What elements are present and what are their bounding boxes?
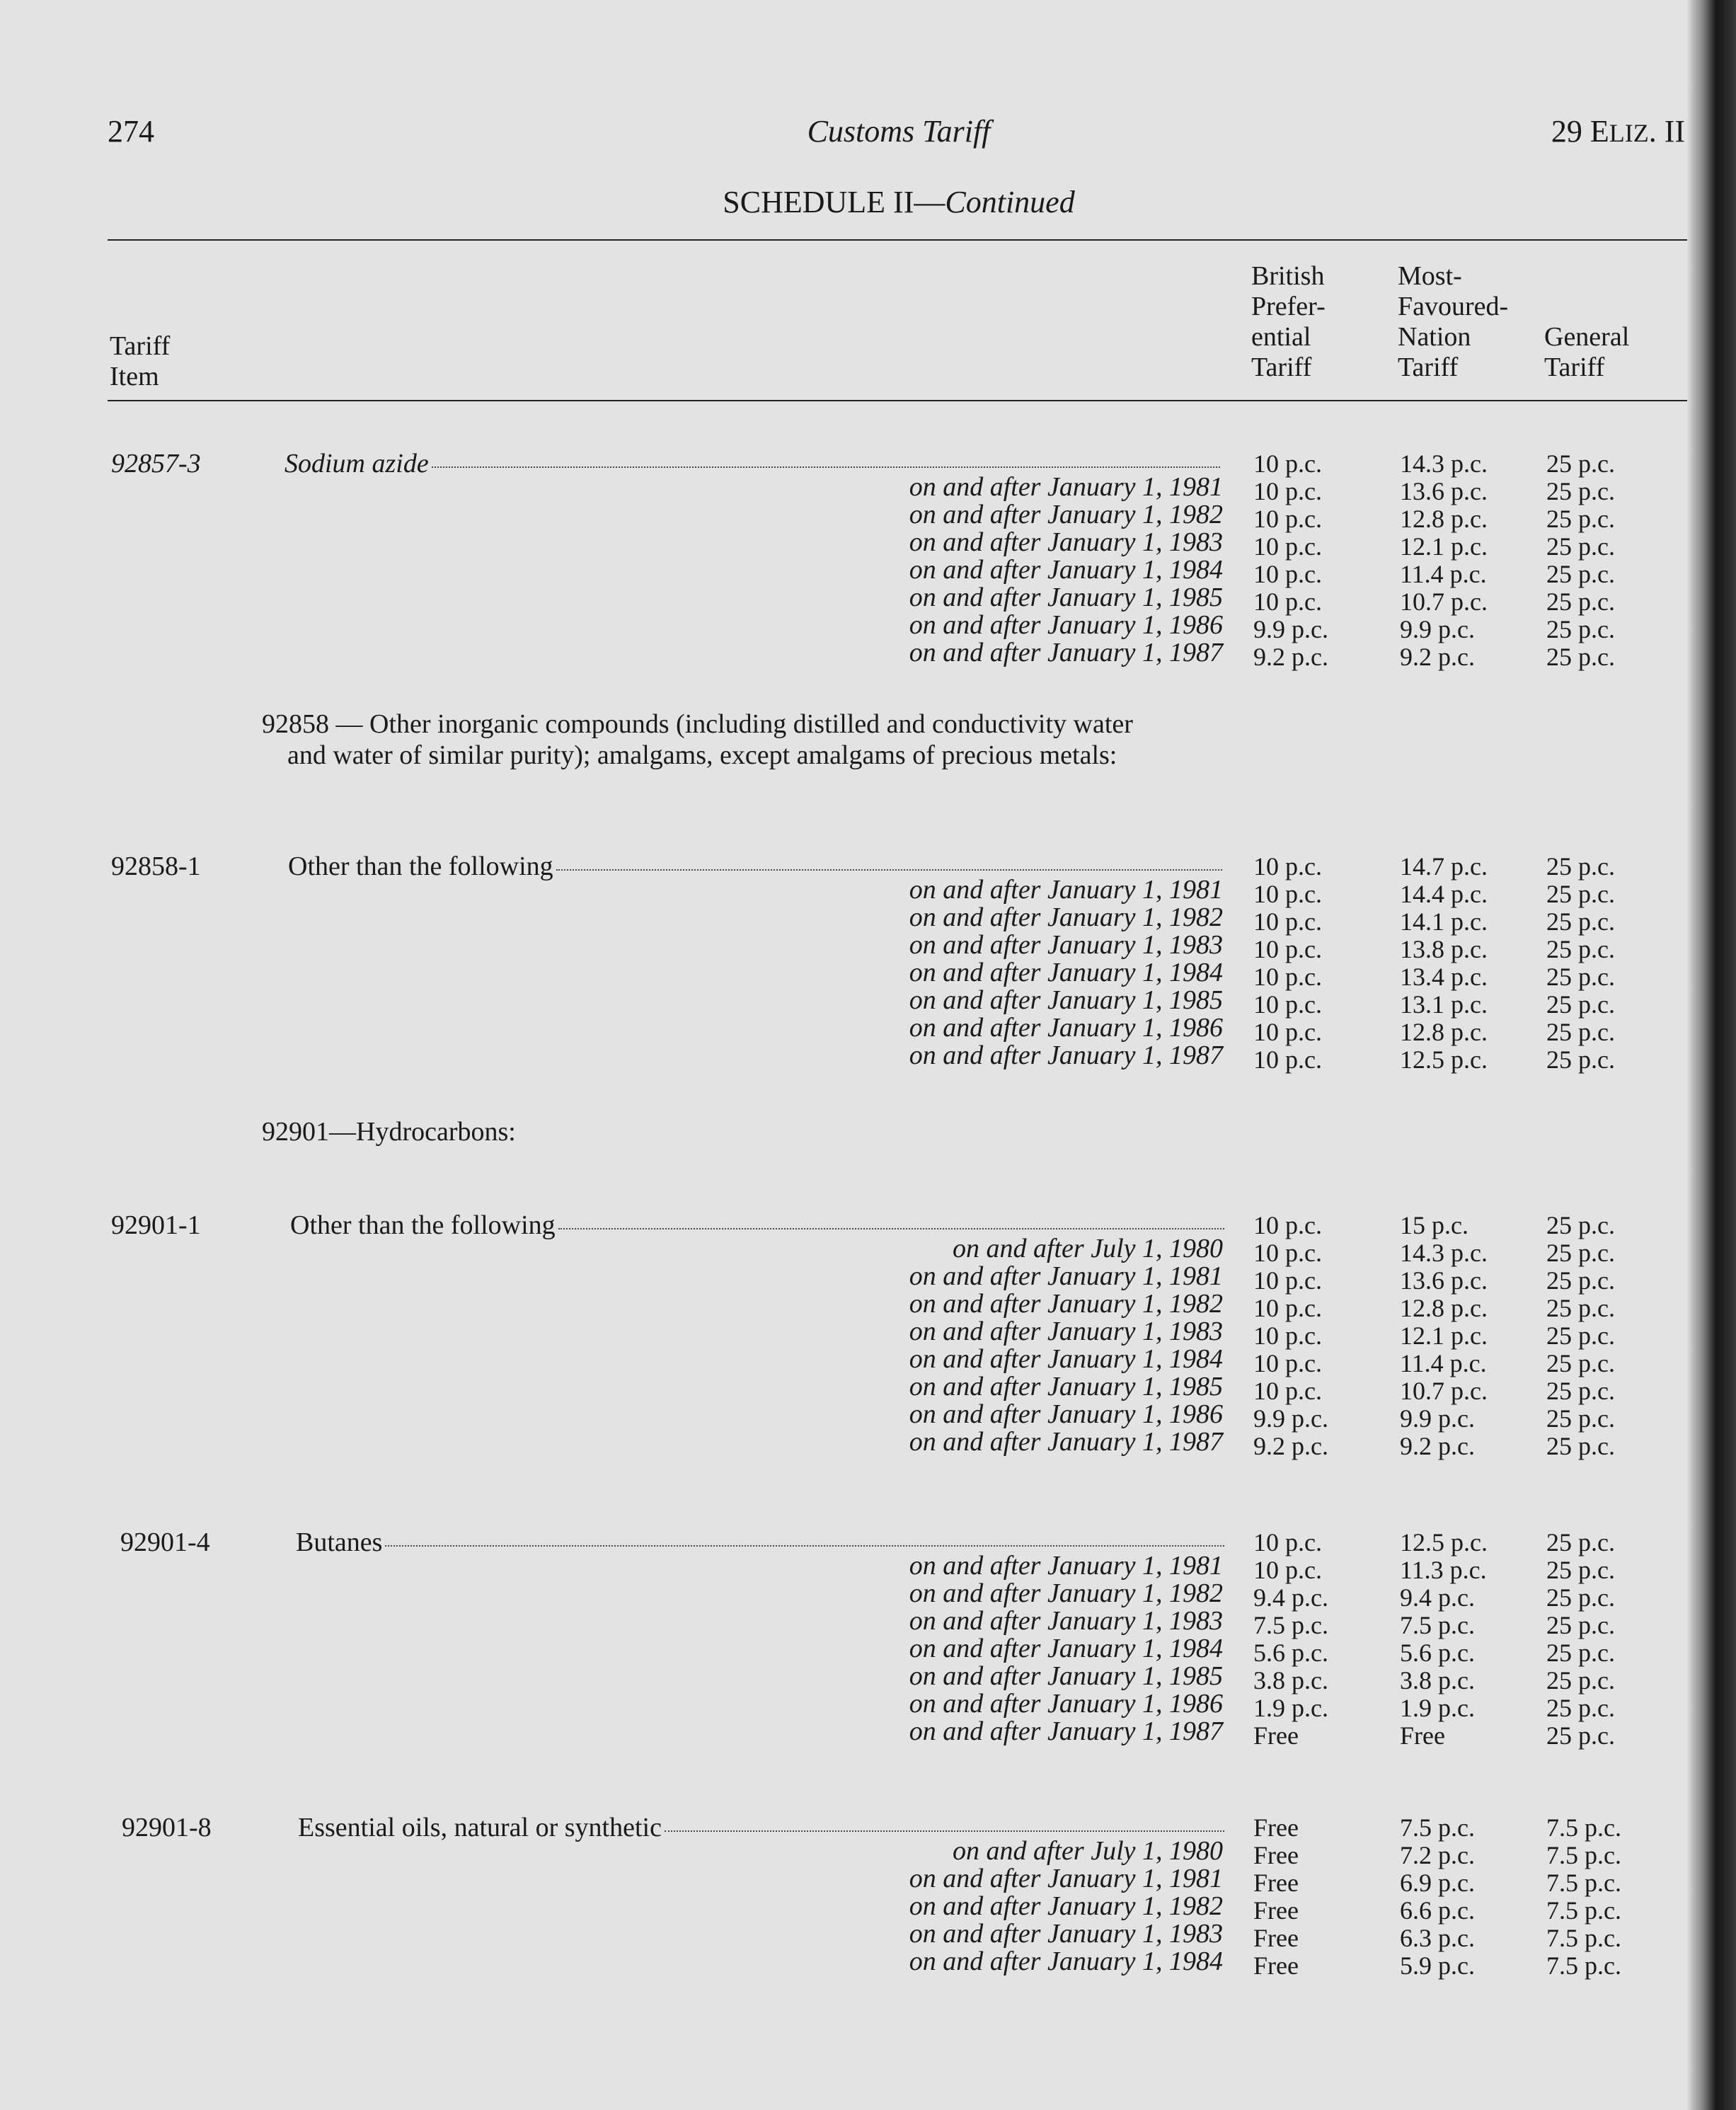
mfn-rates: 14.7 p.c. 14.4 p.c. 14.1 p.c. 13.8 p.c. 13.4 p.c. 13.1 p.c. 12.8 p.c. 12.5 p.c.: [1400, 852, 1488, 1074]
general-rates: 25 p.c. 25 p.c. 25 p.c. 25 p.c. 25 p.c. 25 p.c. 25 p.c. 25 p.c.: [1546, 852, 1615, 1074]
bpt-rates: Free Free Free Free Free Free: [1253, 1813, 1299, 1980]
staging-dates: on and after July 1, 1980 on and after January 1, 1981 on and after January 1, 1982 on and after January 1, 1983 on and after January 1, 1984: [909, 1836, 1223, 1976]
item-description: Other than the following: [288, 853, 1222, 881]
page-number: 274: [108, 114, 154, 149]
item-description: Butanes: [296, 1529, 1224, 1556]
general-rates: 7.5 p.c. 7.5 p.c. 7.5 p.c. 7.5 p.c. 7.5 p.c. 7.5 p.c.: [1546, 1813, 1621, 1980]
general-rates: 25 p.c. 25 p.c. 25 p.c. 25 p.c. 25 p.c. 25 p.c. 25 p.c. 25 p.c.: [1546, 1528, 1615, 1750]
mfn-rates: 12.5 p.c. 11.3 p.c. 9.4 p.c. 7.5 p.c. 5.6 p.c. 3.8 p.c. 1.9 p.c. Free: [1400, 1528, 1488, 1750]
running-title: Customs Tariff: [807, 114, 991, 149]
item-description: Sodium azide: [284, 450, 1220, 478]
schedule-heading: SCHEDULE II—Continued: [723, 185, 1075, 219]
bpt-rates: 10 p.c. 10 p.c. 10 p.c. 10 p.c. 10 p.c. 10 p.c. 9.9 p.c. 9.2 p.c.: [1253, 449, 1328, 671]
bpt-rates: 10 p.c. 10 p.c. 10 p.c. 10 p.c. 10 p.c. 10 p.c. 10 p.c. 9.9 p.c. 9.2 p.c.: [1253, 1211, 1328, 1460]
heading-92858: 92858 — Other inorganic compounds (including distilled and conductivity water and water of similar purity); amalgams, except amalgams of precious metals:: [262, 709, 1133, 770]
col-header-most-favoured-nation: Most- Favoured- Nation Tariff: [1398, 261, 1509, 382]
general-rates: 25 p.c. 25 p.c. 25 p.c. 25 p.c. 25 p.c. 25 p.c. 25 p.c. 25 p.c.: [1546, 449, 1615, 671]
col-header-british-preferential: British Prefer- ential Tariff: [1251, 261, 1326, 382]
tariff-item-number: 92857-3: [111, 449, 201, 478]
mfn-rates: 14.3 p.c. 13.6 p.c. 12.8 p.c. 12.1 p.c. 11.4 p.c. 10.7 p.c. 9.9 p.c. 9.2 p.c.: [1400, 449, 1488, 671]
heading-92901: 92901—Hydrocarbons:: [262, 1117, 516, 1147]
mfn-rates: 15 p.c. 14.3 p.c. 13.6 p.c. 12.8 p.c. 12.1 p.c. 11.4 p.c. 10.7 p.c. 9.9 p.c. 9.2 p.c.: [1400, 1211, 1488, 1460]
tariff-item-number: 92858-1: [111, 852, 201, 881]
header-top-rule: [108, 239, 1687, 241]
col-header-general: General Tariff: [1544, 322, 1630, 382]
tariff-item-number: 92901-8: [122, 1813, 212, 1842]
general-rates: 25 p.c. 25 p.c. 25 p.c. 25 p.c. 25 p.c. 25 p.c. 25 p.c. 25 p.c. 25 p.c.: [1546, 1211, 1615, 1460]
header-bottom-rule: [108, 400, 1687, 401]
staging-dates: on and after January 1, 1981 on and after January 1, 1982 on and after January 1, 1983 on and after January 1, 1984 on and after January 1, 1985 on and after January 1, 1986 on and after January 1, 1987: [909, 1551, 1223, 1746]
regnal-year: 29 ELIZ. II: [1551, 114, 1685, 149]
col-header-tariff-item: Tariff Item: [110, 331, 171, 391]
staging-dates: on and after January 1, 1981 on and after January 1, 1982 on and after January 1, 1983 on and after January 1, 1984 on and after January 1, 1985 on and after January 1, 1986 on and after January 1, 1987: [909, 472, 1223, 667]
tariff-item-number: 92901-1: [111, 1210, 201, 1240]
item-description: Other than the following: [290, 1212, 1224, 1239]
bpt-rates: 10 p.c. 10 p.c. 9.4 p.c. 7.5 p.c. 5.6 p.c. 3.8 p.c. 1.9 p.c. Free: [1253, 1528, 1328, 1750]
item-description: Essential oils, natural or synthetic: [298, 1814, 1224, 1842]
bpt-rates: 10 p.c. 10 p.c. 10 p.c. 10 p.c. 10 p.c. 10 p.c. 10 p.c. 10 p.c.: [1253, 852, 1322, 1074]
tariff-item-number: 92901-4: [120, 1527, 210, 1557]
mfn-rates: 7.5 p.c. 7.2 p.c. 6.9 p.c. 6.6 p.c. 6.3 p.c. 5.9 p.c.: [1400, 1813, 1475, 1980]
book-binding-shadow: [1686, 0, 1736, 2110]
staging-dates: on and after July 1, 1980 on and after January 1, 1981 on and after January 1, 1982 on and after January 1, 1983 on and after January 1, 1984 on and after January 1, 1985 on and after January 1, 1986 on and after January 1, 1987: [909, 1234, 1223, 1457]
staging-dates: on and after January 1, 1981 on and after January 1, 1982 on and after January 1, 1983 on and after January 1, 1984 on and after January 1, 1985 on and after January 1, 1986 on and after January 1, 1987: [909, 875, 1223, 1070]
